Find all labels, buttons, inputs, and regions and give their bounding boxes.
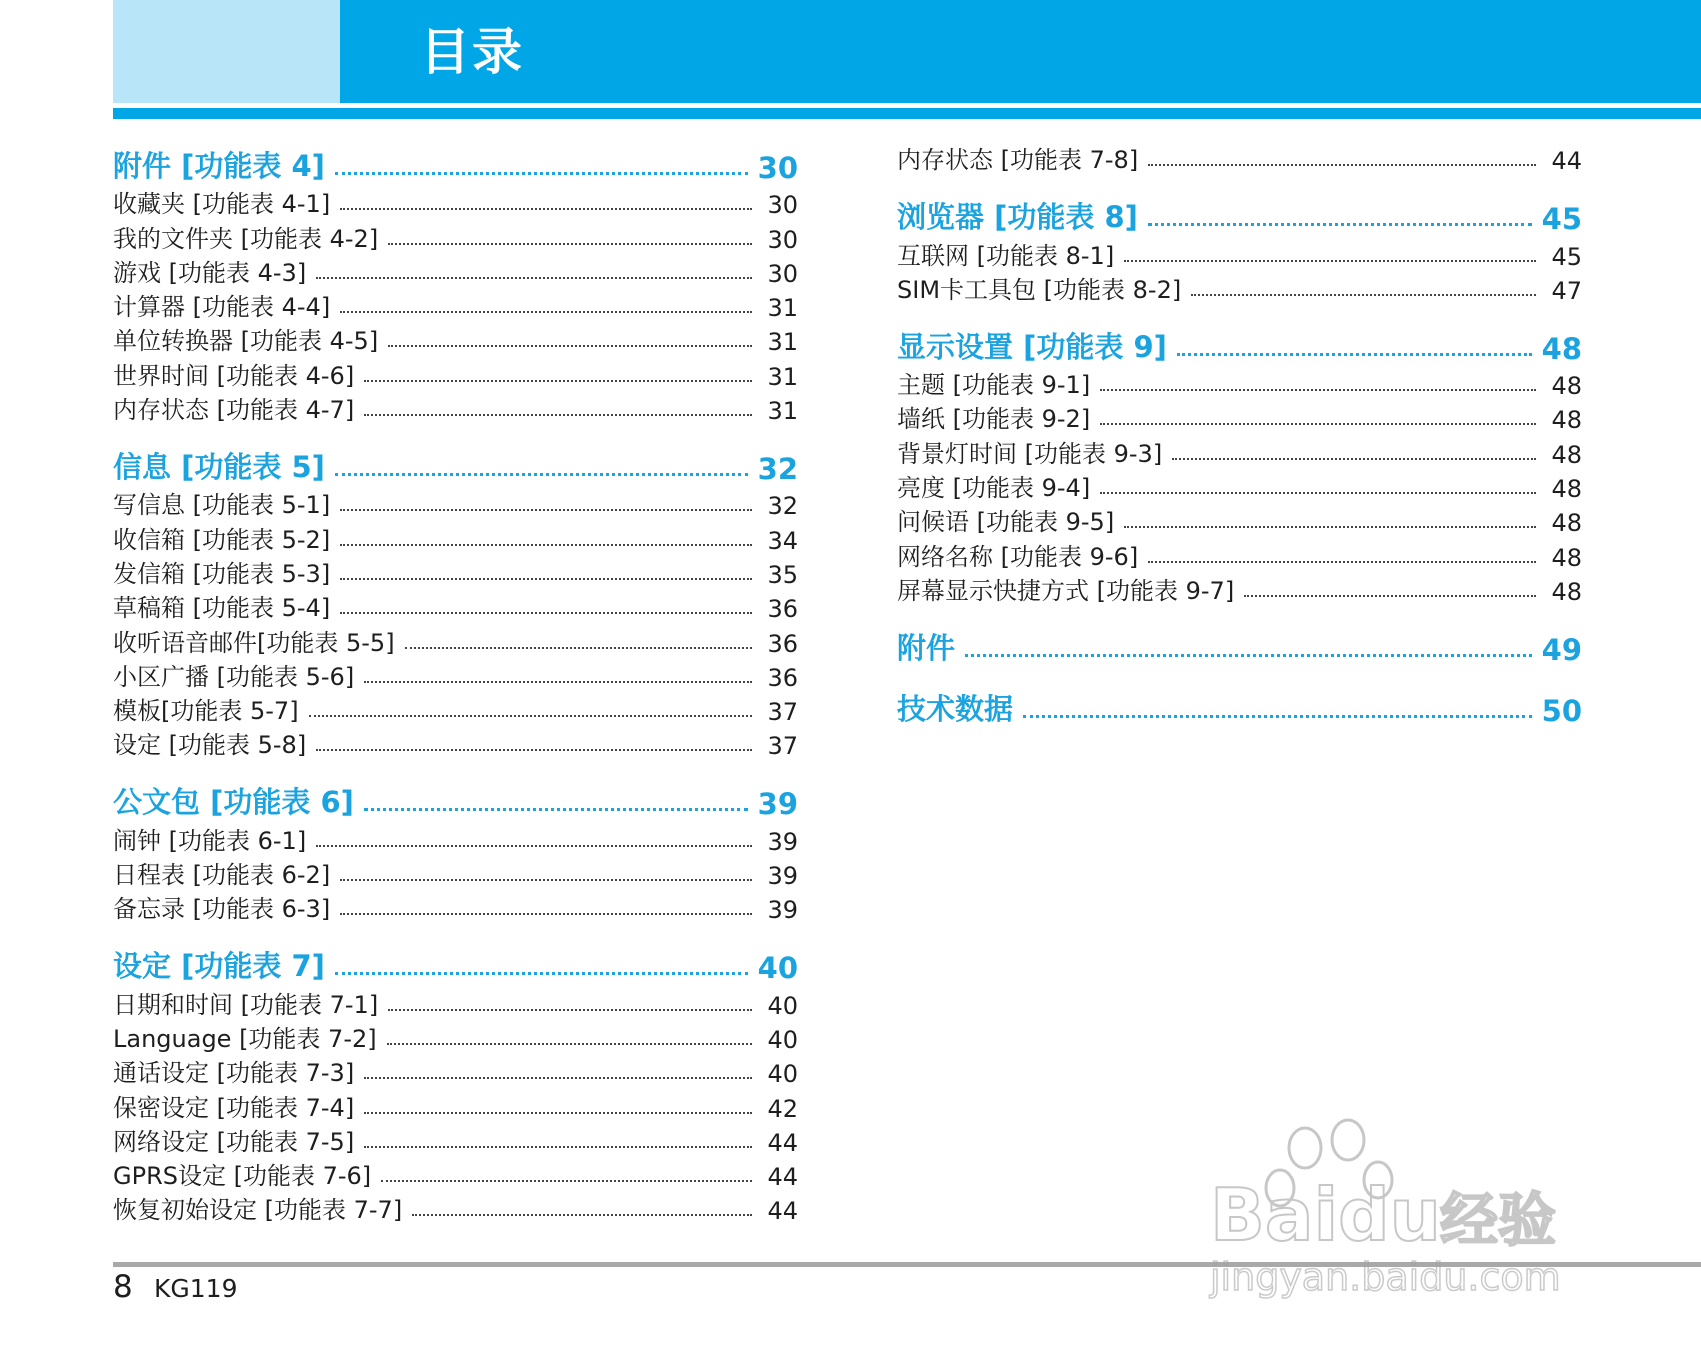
dot-leader	[364, 414, 752, 416]
baidu-watermark-logo	[1200, 1100, 1620, 1300]
toc-item-entry[interactable]	[897, 236, 1582, 270]
footer-page-number: 8	[113, 1269, 133, 1305]
dot-leader	[364, 808, 748, 811]
toc-item-entry[interactable]	[113, 1191, 798, 1225]
toc-page-number: 44	[767, 1163, 798, 1192]
dot-leader	[1148, 164, 1536, 166]
dot-leader	[1191, 294, 1536, 296]
toc-item-title: 单位转换器 [功能表 4-5]	[113, 327, 379, 356]
dot-leader	[965, 654, 1532, 657]
toc-section-entry[interactable]	[897, 684, 1582, 728]
toc-page-number: 50	[1541, 693, 1582, 728]
toc-item-entry[interactable]	[113, 658, 798, 692]
toc-page-number: 34	[767, 526, 798, 555]
header-light-block	[113, 0, 340, 103]
toc-item-title: 日期和时间 [功能表 7-1]	[113, 990, 379, 1019]
dot-leader	[316, 277, 752, 279]
toc-section-title: 附件 [功能表 4]	[113, 149, 325, 183]
toc-left-column	[113, 141, 798, 1225]
toc-page-number: 39	[767, 896, 798, 925]
toc-page-number: 45	[1551, 242, 1582, 271]
toc-page-number: 30	[767, 191, 798, 220]
dot-leader	[1172, 458, 1536, 460]
toc-item-title: 背景灯时间 [功能表 9-3]	[897, 439, 1163, 468]
toc-item-title: 收信箱 [功能表 5-2]	[113, 525, 331, 554]
section-spacer	[897, 175, 1582, 192]
toc-item-title: 保密设定 [功能表 7-4]	[113, 1093, 355, 1122]
section-spacer	[113, 924, 798, 941]
toc-item-title: 墙纸 [功能表 9-2]	[897, 405, 1091, 434]
dot-leader	[340, 311, 752, 313]
toc-page-number: 32	[757, 452, 798, 487]
toc-section-entry[interactable]	[113, 777, 798, 821]
dot-leader	[340, 509, 752, 511]
toc-item-entry[interactable]	[113, 555, 798, 589]
toc-page-number: 44	[767, 1128, 798, 1157]
section-spacer	[897, 606, 1582, 623]
toc-item-entry[interactable]	[113, 726, 798, 760]
dot-leader	[340, 544, 752, 546]
toc-item-entry[interactable]	[897, 537, 1582, 571]
toc-item-entry[interactable]	[113, 1157, 798, 1191]
dot-leader	[1177, 353, 1532, 356]
dot-leader	[364, 1077, 752, 1079]
section-spacer	[897, 667, 1582, 684]
dot-leader	[340, 612, 752, 614]
dot-leader	[335, 972, 748, 975]
toc-item-title: 模板[功能表 5-7]	[113, 697, 299, 726]
toc-page-number: 30	[757, 151, 798, 185]
toc-page-number: 36	[767, 595, 798, 624]
toc-item-title: SIM卡工具包 [功能表 8-2]	[897, 275, 1182, 304]
toc-item-entry[interactable]	[113, 589, 798, 623]
toc-item-title: 内存状态 [功能表 7-8]	[897, 146, 1139, 175]
toc-item-entry[interactable]	[113, 890, 798, 924]
toc-item-entry[interactable]	[113, 356, 798, 390]
toc-page-number: 35	[767, 560, 798, 589]
toc-item-entry[interactable]	[897, 469, 1582, 503]
toc-item-title: 屏幕显示快捷方式 [功能表 9-7]	[897, 576, 1235, 605]
dot-leader	[1100, 389, 1536, 391]
toc-page-number: 40	[767, 1025, 798, 1054]
dot-leader	[340, 913, 752, 915]
toc-item-entry[interactable]	[113, 254, 798, 288]
toc-page-number: 36	[767, 663, 798, 692]
dot-leader	[405, 647, 752, 649]
watermark-brand: Baidu	[1210, 1173, 1441, 1257]
toc-page-number: 31	[767, 328, 798, 357]
dot-leader	[388, 243, 752, 245]
toc-item-title: 通话设定 [功能表 7-3]	[113, 1059, 355, 1088]
toc-right-column	[897, 141, 1582, 728]
dot-leader	[412, 1214, 752, 1216]
toc-page-number: 39	[767, 862, 798, 891]
dot-leader	[364, 1112, 752, 1114]
toc-item-title: 闹钟 [功能表 6-1]	[113, 826, 307, 855]
toc-item-title: 我的文件夹 [功能表 4-2]	[113, 224, 379, 253]
toc-item-entry[interactable]	[897, 572, 1582, 606]
toc-page-number: 30	[767, 259, 798, 288]
toc-item-entry[interactable]	[113, 322, 798, 356]
dot-leader	[364, 681, 752, 683]
toc-item-entry[interactable]	[897, 434, 1582, 468]
header-divider	[113, 108, 1701, 119]
watermark-url: jingyan.baidu.com	[1210, 1255, 1561, 1299]
toc-item-title: 网络名称 [功能表 9-6]	[897, 542, 1139, 571]
header-bar	[340, 0, 1701, 103]
toc-page-number: 48	[1551, 372, 1582, 401]
toc-item-title: 计算器 [功能表 4-4]	[113, 293, 331, 322]
toc-item-entry[interactable]	[113, 623, 798, 657]
toc-item-entry[interactable]	[113, 288, 798, 322]
toc-section-title: 显示设置 [功能表 9]	[897, 329, 1167, 364]
dot-leader	[388, 345, 752, 347]
toc-item-title: 日程表 [功能表 6-2]	[113, 861, 331, 890]
dot-leader	[388, 1009, 752, 1011]
toc-item-title: 游戏 [功能表 4-3]	[113, 258, 307, 287]
toc-item-title: 世界时间 [功能表 4-6]	[113, 361, 355, 390]
toc-section-title: 技术数据	[897, 691, 1014, 726]
toc-page-number: 47	[1551, 276, 1582, 305]
toc-item-entry[interactable]	[113, 1054, 798, 1088]
toc-page-number: 37	[767, 732, 798, 761]
toc-item-title: Language [功能表 7-2]	[113, 1024, 377, 1053]
dot-leader	[387, 1043, 752, 1045]
toc-section-entry[interactable]	[113, 941, 798, 985]
toc-item-entry[interactable]	[897, 271, 1582, 305]
toc-section-entry[interactable]	[897, 322, 1582, 366]
dot-leader	[364, 380, 752, 382]
toc-page-number: 39	[767, 827, 798, 856]
section-spacer	[897, 305, 1582, 322]
dot-leader	[316, 749, 752, 751]
toc-page-number: 42	[767, 1094, 798, 1123]
toc-page-number: 31	[767, 294, 798, 323]
toc-item-entry[interactable]	[897, 366, 1582, 400]
toc-page-number: 36	[767, 629, 798, 658]
toc-page-number: 40	[757, 951, 798, 986]
toc-item-entry[interactable]	[113, 486, 798, 520]
dot-leader	[340, 208, 752, 210]
page-title: 目录	[420, 23, 524, 81]
dot-leader	[316, 845, 752, 847]
dot-leader	[1244, 595, 1536, 597]
toc-item-title: 收听语音邮件[功能表 5-5]	[113, 628, 395, 657]
toc-section-entry[interactable]	[897, 192, 1582, 236]
toc-item-entry[interactable]	[113, 1123, 798, 1157]
dot-leader	[335, 172, 748, 175]
toc-item-title: 互联网 [功能表 8-1]	[897, 241, 1115, 270]
toc-item-title: GPRS设定 [功能表 7-6]	[113, 1162, 372, 1191]
toc-page-number: 39	[757, 787, 798, 822]
toc-page-number: 44	[767, 1197, 798, 1226]
toc-page-number: 31	[767, 397, 798, 426]
toc-page-number: 40	[767, 991, 798, 1020]
toc-item-entry[interactable]	[113, 219, 798, 253]
dot-leader	[340, 578, 752, 580]
toc-item-title: 亮度 [功能表 9-4]	[897, 474, 1091, 503]
dot-leader	[1100, 423, 1536, 425]
footer-model-name: KG119	[154, 1274, 238, 1303]
dot-leader	[381, 1180, 752, 1182]
toc-item-title: 恢复初始设定 [功能表 7-7]	[113, 1196, 403, 1225]
toc-page-number: 32	[767, 492, 798, 521]
toc-page-number: 49	[1541, 632, 1582, 667]
toc-page-number: 37	[767, 698, 798, 727]
dot-leader	[364, 1146, 752, 1148]
dot-leader	[1100, 492, 1536, 494]
toc-item-title: 设定 [功能表 5-8]	[113, 731, 307, 760]
dot-leader	[1124, 526, 1536, 528]
toc-item-title: 主题 [功能表 9-1]	[897, 371, 1091, 400]
dot-leader	[1148, 223, 1532, 226]
toc-section-title: 公文包 [功能表 6]	[113, 785, 354, 820]
dot-leader	[1148, 561, 1536, 563]
toc-page-number: 48	[1551, 509, 1582, 538]
toc-page-number: 30	[767, 225, 798, 254]
toc-item-entry[interactable]	[897, 503, 1582, 537]
toc-section-entry[interactable]	[897, 623, 1582, 667]
section-spacer	[113, 425, 798, 442]
toc-item-entry[interactable]	[113, 391, 798, 425]
toc-page-number: 48	[1551, 440, 1582, 469]
dot-leader	[1124, 260, 1536, 262]
toc-section-title: 信息 [功能表 5]	[113, 450, 325, 485]
toc-page-number: 45	[1541, 202, 1582, 237]
toc-item-entry[interactable]	[113, 985, 798, 1019]
toc-item-entry[interactable]	[897, 400, 1582, 434]
toc-page-number: 48	[1541, 331, 1582, 366]
toc-page-number: 31	[767, 362, 798, 391]
toc-item-title: 备忘录 [功能表 6-3]	[113, 895, 331, 924]
toc-page-number: 40	[767, 1060, 798, 1089]
toc-item-title: 小区广播 [功能表 5-6]	[113, 662, 355, 691]
toc-page-number: 44	[1551, 147, 1582, 176]
toc-item-title: 内存状态 [功能表 4-7]	[113, 396, 355, 425]
toc-item-entry[interactable]	[113, 1088, 798, 1122]
watermark-brand-cn: 经验	[1440, 1186, 1557, 1254]
dot-leader	[335, 473, 748, 476]
toc-section-title: 设定 [功能表 7]	[113, 949, 325, 984]
toc-section-title: 附件	[897, 630, 956, 665]
toc-item-entry[interactable]	[113, 185, 798, 219]
dot-leader	[1023, 715, 1532, 718]
toc-item-title: 发信箱 [功能表 5-3]	[113, 559, 331, 588]
toc-item-entry[interactable]	[897, 141, 1582, 175]
toc-item-title: 收藏夹 [功能表 4-1]	[113, 190, 331, 219]
toc-item-entry[interactable]	[113, 821, 798, 855]
toc-item-title: 草稿箱 [功能表 5-4]	[113, 594, 331, 623]
toc-section-entry[interactable]	[113, 141, 798, 185]
toc-item-entry[interactable]	[113, 692, 798, 726]
toc-page-number: 48	[1551, 577, 1582, 606]
toc-section-title: 浏览器 [功能表 8]	[897, 200, 1138, 235]
toc-item-entry[interactable]	[113, 856, 798, 890]
toc-item-entry[interactable]	[113, 520, 798, 554]
section-spacer	[113, 760, 798, 777]
toc-page-number: 48	[1551, 475, 1582, 504]
toc-page-number: 48	[1551, 406, 1582, 435]
toc-page-number: 48	[1551, 543, 1582, 572]
dot-leader	[340, 879, 752, 881]
toc-item-title: 网络设定 [功能表 7-5]	[113, 1127, 355, 1156]
toc-item-title: 问候语 [功能表 9-5]	[897, 508, 1115, 537]
toc-item-entry[interactable]	[113, 1020, 798, 1054]
toc-section-entry[interactable]	[113, 442, 798, 486]
dot-leader	[309, 715, 752, 717]
toc-item-title: 写信息 [功能表 5-1]	[113, 491, 331, 520]
